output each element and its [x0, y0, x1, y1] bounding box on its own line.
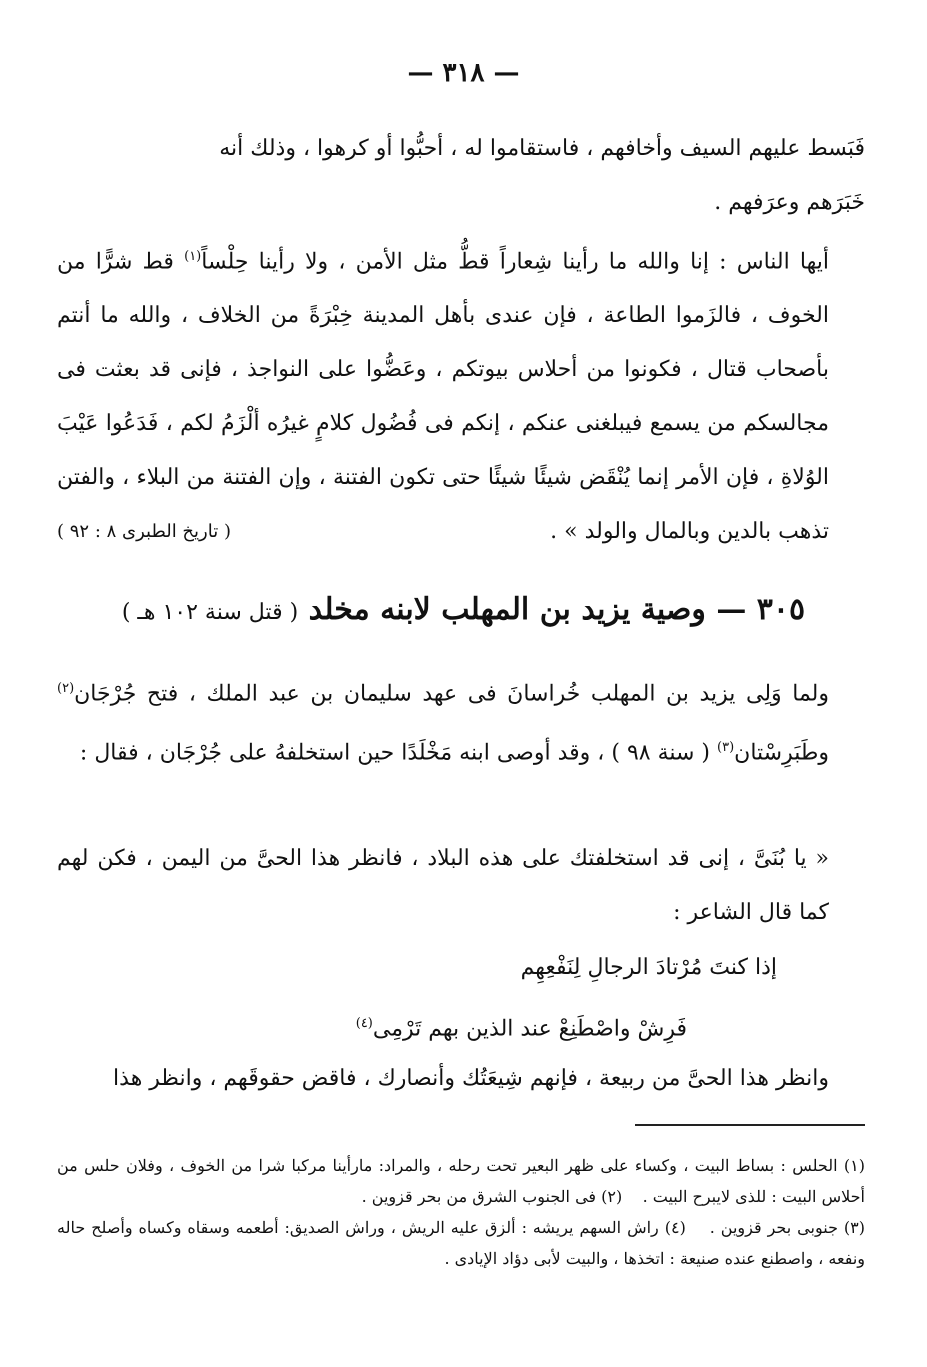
footnote-4: (٤) راش السهم يريشه : ألزق عليه الريش ، وراش الصديق: أطعمه وسقاه وكساه وأصلح حاله ونفعه ، واصطنع عنده صنيعة : اتخذها ، والبيت لأبى دؤاد الإيادى .	[57, 1218, 865, 1268]
speech-text-start: أيها الناس : إنا والله ما رأينا شِعاراً قطُّ مثل الأمن ، ولا رأينا حِلْساً	[201, 249, 829, 275]
footnote-divider	[635, 1124, 865, 1126]
advice-text: « يا بُنَىَّ ، إنى قد استخلفتك على هذه البلاد ، فانظر هذا الحىَّ من اليمن ، فكن لهم كما قال الشاعر :	[57, 846, 829, 925]
footnote-2: (٢) فى الجنوب الشرق من بحر قزوين .	[361, 1187, 623, 1206]
closing-text: وانظر هذا الحىَّ من ربيعة ، فإنهم شِيعَتُك وأنصارك ، فاقض حقوقَهم ، وانظر هذا	[113, 1066, 829, 1091]
poem-verse-2-text: فَرِشْ واصْطَنِعْ عند الذين بهم تَرْمِى	[372, 1016, 687, 1042]
speech-text	[57, 230, 865, 559]
footnote-1-and-2	[57, 1150, 865, 1212]
footnote-3: (٣) جنوبى بحر قزوين .	[709, 1218, 866, 1237]
narrative-part-3: ( سنة ٩٨ ) ، وقد أوصى ابنه مَخْلَدًا حين استخلفهُ على جُرْجَان ، فقال :	[79, 740, 711, 766]
narrative-paragraph	[57, 662, 865, 781]
footnote-ref-2: (٢)	[57, 681, 75, 696]
intro-line-2: خَبَرَهم وعرَفهم .	[714, 190, 865, 215]
footnote-ref-3: (٣)	[717, 740, 735, 756]
footnote-ref-1: (١)	[184, 249, 202, 264]
poem	[157, 940, 777, 1057]
intro-paragraph	[57, 122, 865, 230]
advice-paragraph	[57, 832, 865, 940]
section-heading	[0, 580, 927, 643]
footnote-3-and-4	[57, 1212, 865, 1274]
section-number: ٣٠٥ —	[716, 592, 806, 627]
footnote-ref-4: (٤)	[355, 1016, 373, 1031]
intro-line-1: فَبَسط عليهم السيف وأخافهم ، فاستقاموا له ، أحبُّوا أو كرهوا ، وذلك أنه	[219, 136, 865, 161]
poem-verse-1: إذا كنتَ مُرْتادَ الرجالِ لِنَفْعِهِم	[520, 955, 777, 980]
footnotes	[57, 1150, 865, 1274]
speech-paragraph	[57, 230, 865, 559]
section-title-text: وصية يزيد بن المهلب لابنه مخلد	[308, 592, 706, 627]
narrative-part-1: ولما وَلِى يزيد بن المهلب خُراسانَ فى عهد سليمان بن عبد الملك ، فتح جُرْجَان	[74, 681, 829, 707]
death-date: ( قتل سنة ١٠٢ هـ )	[121, 600, 299, 625]
footnote-1: (١) الحلس : بساط البيت ، وكساء على ظهر البعير تحت رحله ، والمراد: مارأينا مركبا شرا من الخوف ، وفلان حلس من أحلاس البيت : للذى لايبرح البيت .	[57, 1156, 865, 1206]
poem-verse-2	[157, 996, 777, 1057]
narrative-text	[57, 662, 865, 781]
closing-paragraph	[57, 1052, 865, 1106]
page-number: — ٣١٨ —	[407, 58, 520, 88]
citation: ( تاريخ الطبرى ٨ : ٩٢ )	[57, 521, 231, 543]
speech-text-rest: قط شرًّا من الخوف ، فالزَموا الطاعة ، فإن عندى بأهل المدينة خِبْرَةً من الخلاف ، والله ما أنتم بأصحاب قتال ، فكونوا من أحلاس بيوتكم ، وعَضُّوا على النواجذ ، فإنى قد بعثت فى مجالسكم من يسمع فيبلغنى عنكم ، إنكم فى فُضُول كلامٍ غيرُه ألْزَمُ لكم ، فَدَعُوا عَيْبَ الوُلاةِ ، فإن الأمر إنما يُنْقَض شيئًا شيئًا حتى تكون الفتنة ، وإن الفتنة من البلاء ، والفتن تذهب بالدين وبالمال والولد » .	[57, 249, 829, 545]
narrative-part-2: وطَبَرِسْتان	[734, 740, 829, 766]
